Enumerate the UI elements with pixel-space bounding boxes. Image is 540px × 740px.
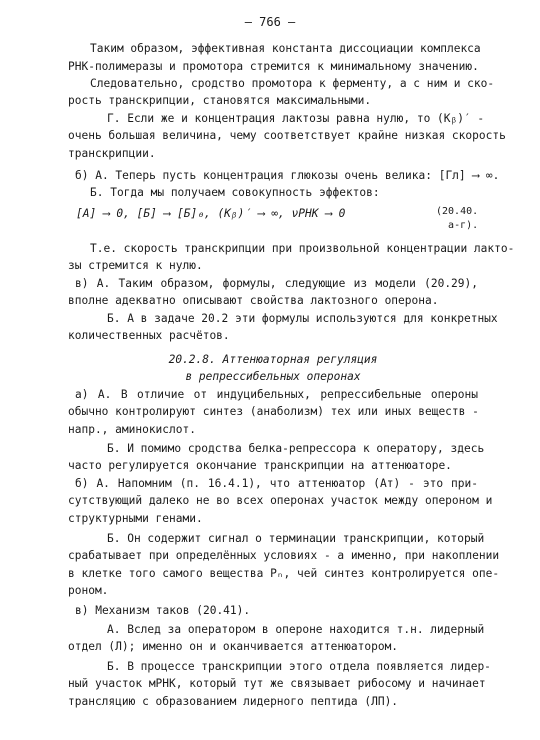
equation-number [436, 205, 478, 233]
para2-line1: Следовательно, сродство промотора к ферменту, а с ним и ско- [90, 77, 495, 90]
para8-line1: а) А. В отличие от индуцибельных, репрессибельные опероны [75, 388, 478, 401]
para3-line1: Г. Если же и концентрация лактозы равна нулю, то (Kᵦ)′ - [107, 112, 485, 125]
para2-line2: рость транскрипции, становятся максимальными. [68, 94, 372, 107]
para5-line2: зы стремится к нулю. [68, 259, 203, 272]
section-heading-line1: 20.2.8. Аттенюаторная регуляция [168, 353, 378, 366]
para9-line2: часто регулируется окончание транскрипции на аттенюаторе. [68, 459, 452, 472]
section-heading-line2: в репрессибельных оперонах [185, 370, 361, 383]
para10-line3: структурными генами. [68, 512, 203, 525]
equation-number-line2: а-г). [448, 220, 479, 231]
para7-line1: Б. А в задаче 20.2 эти формулы используются для конкретных [107, 312, 498, 325]
para3-line2: очень большая величина, чему соответствует крайне низкая скорость [68, 129, 506, 142]
para13-line1: А. Вслед за оператором в опероне находится т.н. лидерный [107, 623, 485, 636]
para9-line1: Б. И помимо сродства белка-репрессора к оператору, здесь [107, 442, 485, 455]
para12-line1: в) Механизм таков (20.41). [75, 604, 251, 617]
para10-line2: сутствующий далеко не во всех оперонах участок между опероном и [68, 494, 493, 507]
para8-line3: напр., аминокислот. [68, 423, 196, 436]
para1-line2: РНК-полимеразы и промотора стремится к минимальному значению. [68, 60, 479, 73]
para10-line1: б) А. Напомним (п. 16.4.1), что аттенюатор (Ат) - это при- [75, 477, 478, 490]
para14-line3: трансляцию с образованием лидерного пептида (ЛП). [68, 695, 399, 708]
para8-line2: обычно контролируют синтез (анаболизм) тех или иных веществ - [68, 405, 479, 418]
para13-line2: отдел (Л); именно он и оканчивается аттенюатором. [68, 640, 399, 653]
para4-line1: б) А. Теперь пусть концентрация глюкозы очень велика: [Гл] ⟶ ∞. [75, 169, 500, 182]
para6-line1: в) А. Таким образом, формулы, следующие из модели (20.29), [75, 277, 478, 290]
equation-number-line1: (20.40. [436, 206, 479, 217]
para11-line3: в клетке того самого вещества Pₙ, чей синтез контролируется опе- [68, 567, 500, 580]
para11-line4: роном. [68, 584, 109, 597]
page-number: – 766 – [244, 15, 296, 29]
para11-line1: Б. Он содержит сигнал о терминации транскрипции, который [107, 532, 485, 545]
para14-line2: ный участок мРНК, который тут же связывает рибосому и начинает [68, 677, 486, 690]
para5-line1: Т.е. скорость транскрипции при произвольной концентрации лакто- [90, 242, 515, 255]
equation-20-40: [A] ⟶ 0, [Б] ⟶ [Б]₀, (Kᵦ)′ ⟶ ∞, νРНК ⟶ 0 [76, 207, 346, 220]
para11-line2: срабатывает при определённых условиях - а именно, при накоплении [68, 549, 500, 562]
para6-line2: вполне адекватно описывают свойства лактозного оперона. [68, 294, 439, 307]
para14-line1: Б. В процессе транскрипции этого отдела появляется лидер- [107, 660, 491, 673]
para1-line1: Таким образом, эффективная константа диссоциации комплекса [90, 42, 481, 55]
para3-line3: транскрипции. [68, 147, 156, 160]
para7-line2: количественных расчётов. [68, 329, 230, 342]
para4-line2: Б. Тогда мы получаем совокупность эффектов: [90, 186, 380, 199]
